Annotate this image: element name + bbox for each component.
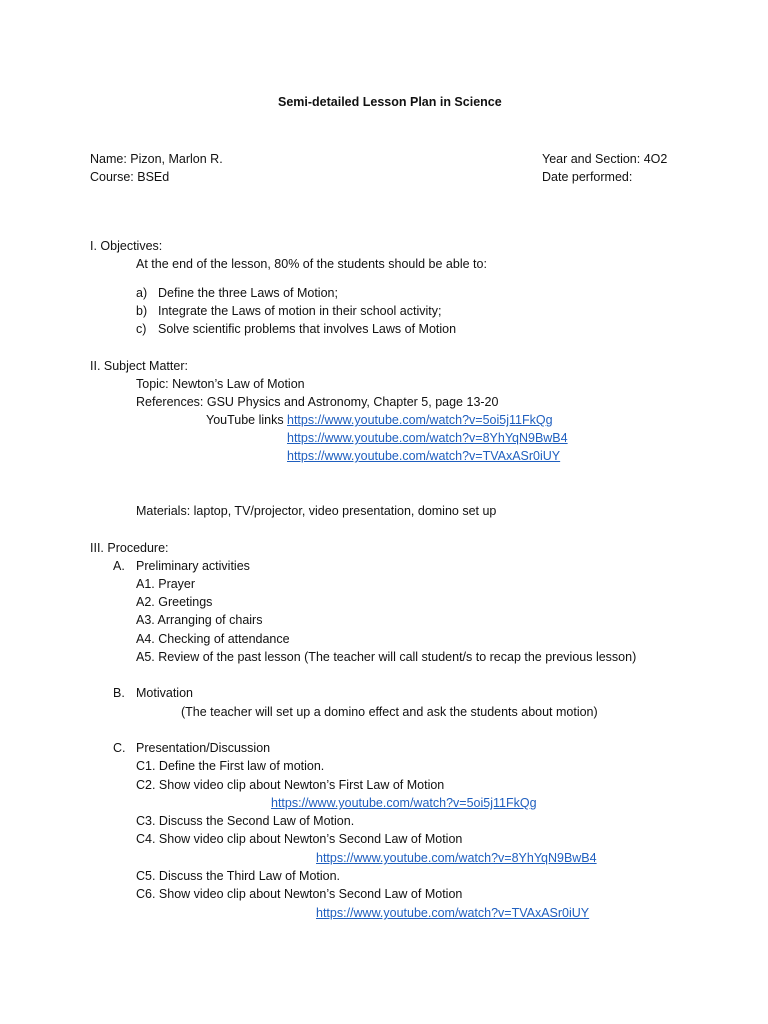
youtube-link[interactable]: https://www.youtube.com/watch?v=8YhYqN9BwB4 [316, 851, 597, 865]
list-item: A1. Prayer [136, 577, 196, 591]
youtube-link[interactable]: https://www.youtube.com/watch?v=TVAxASr0iUY [316, 906, 590, 920]
list-item: C2. Show video clip about Newton’s First Law of Motion [136, 778, 445, 792]
objective-marker: c) [136, 322, 147, 336]
materials-line: Materials: laptop, TV/projector, video presentation, domino set up [136, 504, 497, 518]
youtube-link[interactable]: https://www.youtube.com/watch?v=5oi5j11FkQg [287, 413, 553, 427]
list-item: A2. Greetings [136, 595, 213, 609]
youtube-links-label: YouTube links [206, 413, 284, 427]
name-field: Name: Pizon, Marlon R. [90, 152, 223, 166]
objective-marker: b) [136, 304, 148, 318]
year-section-field: Year and Section: 4O2 [542, 152, 668, 166]
list-item: C6. Show video clip about Newton’s Second Law of Motion [136, 887, 463, 901]
objectives-heading: I. Objectives: [90, 239, 163, 253]
objective-item: Solve scientific problems that involves Laws of Motion [158, 322, 457, 336]
topic-line: Topic: Newton’s Law of Motion [136, 377, 305, 391]
list-item: C3. Discuss the Second Law of Motion. [136, 814, 355, 828]
list-item: C5. Discuss the Third Law of Motion. [136, 869, 341, 883]
presentation-discussion-label: Presentation/Discussion [136, 741, 271, 755]
section-marker: B. [113, 686, 125, 700]
list-item: A4. Checking of attendance [136, 632, 290, 646]
list-item: C4. Show video clip about Newton’s Second Law of Motion [136, 832, 463, 846]
motivation-label: Motivation [136, 686, 193, 700]
motivation-note: (The teacher will set up a domino effect and ask the students about motion) [181, 705, 598, 719]
objectives-intro: At the end of the lesson, 80% of the students should be able to: [136, 257, 487, 271]
youtube-link[interactable]: https://www.youtube.com/watch?v=8YhYqN9BwB4 [287, 431, 568, 445]
list-item: A5. Review of the past lesson (The teacher will call student/s to recap the previous lesson) [136, 650, 637, 664]
youtube-link[interactable]: https://www.youtube.com/watch?v=TVAxASr0iUY [287, 449, 561, 463]
subject-matter-heading: II. Subject Matter: [90, 359, 188, 373]
procedure-heading: III. Procedure: [90, 541, 169, 555]
objective-item: Define the three Laws of Motion; [158, 286, 338, 300]
section-marker: A. [113, 559, 125, 573]
youtube-link[interactable]: https://www.youtube.com/watch?v=5oi5j11FkQg [271, 796, 537, 810]
objective-marker: a) [136, 286, 148, 300]
document-title: Semi-detailed Lesson Plan in Science [278, 95, 502, 109]
objective-item: Integrate the Laws of motion in their school activity; [158, 304, 442, 318]
references-line: References: GSU Physics and Astronomy, Chapter 5, page 13-20 [136, 395, 499, 409]
course-field: Course: BSEd [90, 170, 170, 184]
preliminary-activities-label: Preliminary activities [136, 559, 250, 573]
list-item: C1. Define the First law of motion. [136, 759, 325, 773]
section-marker: C. [113, 741, 126, 755]
date-performed-field: Date performed: [542, 170, 633, 184]
list-item: A3. Arranging of chairs [136, 613, 263, 627]
